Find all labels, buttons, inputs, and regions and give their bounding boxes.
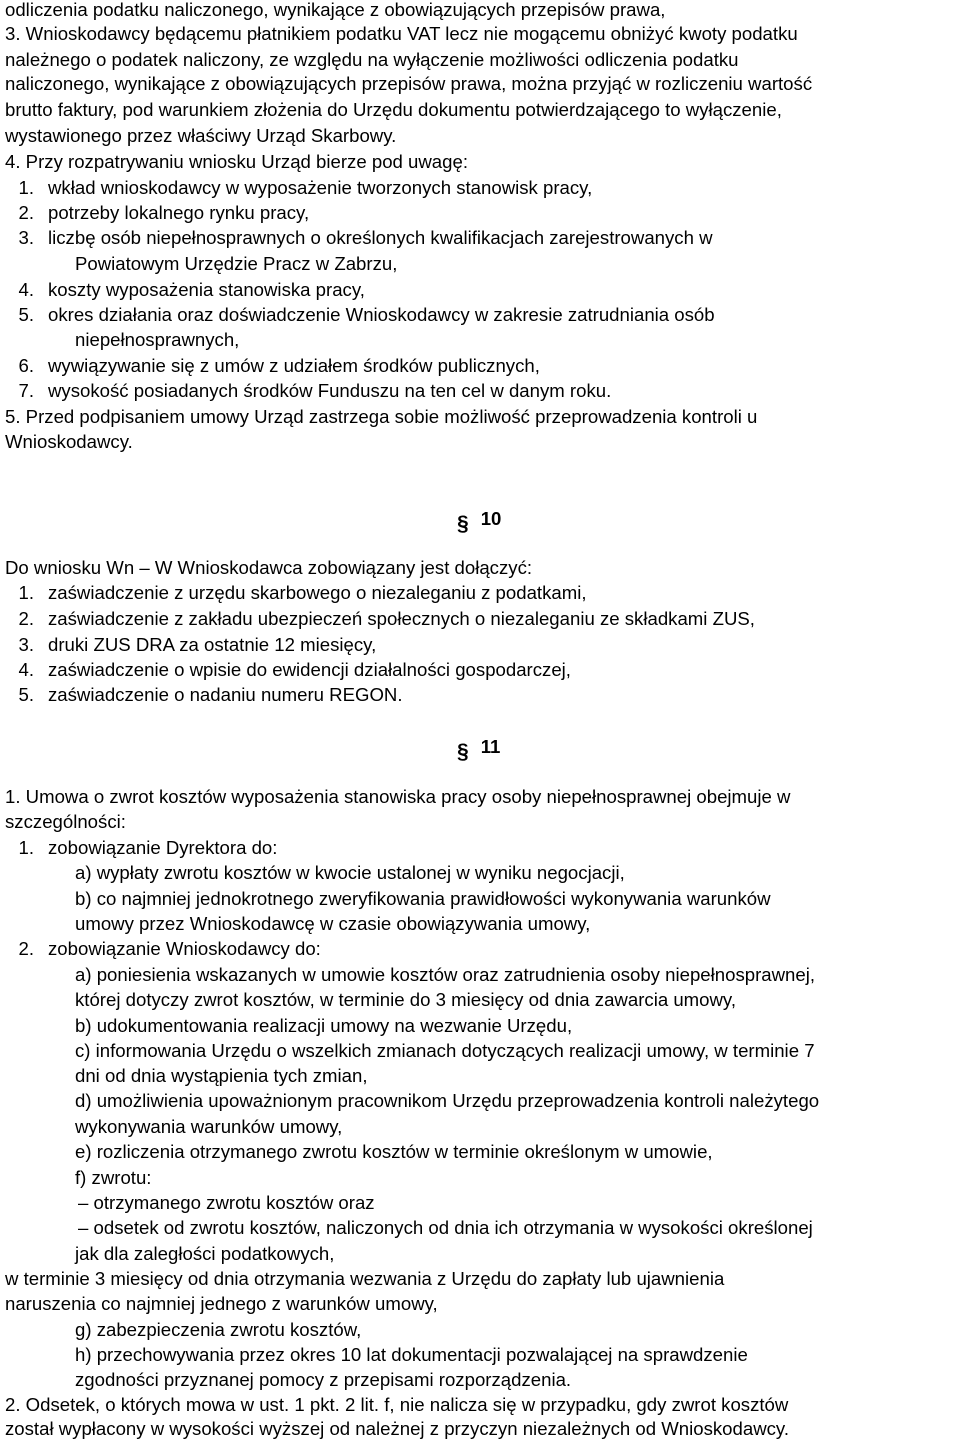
text-line: 3. Wnioskodawcy będącemu płatnikiem podatku VAT lecz nie mogącemu obniżyć kwoty podatku [5,23,798,44]
text-line: brutto faktury, pod warunkiem złożenia do Urzędu dokumentu potwierdzającego to wyłączenie, [5,99,782,120]
list-item [0,937,321,961]
sub-item: h) przechowywania przez okres 10 lat dokumentacji pozwalającej na sprawdzenie [75,1344,748,1365]
sub-item-cont: wykonywania warunków umowy, [75,1116,343,1137]
list-text: potrzeby lokalnego rynku pracy, [48,202,310,223]
list-item [0,303,715,327]
list-item [0,836,277,860]
list-text: zaświadczenie o wpisie do ewidencji działalności gospodarczej, [48,659,571,680]
section-intro: Do wniosku Wn – W Wnioskodawca zobowiązany jest dołączyć: [5,557,533,578]
paragraph-sign-icon: § [457,740,469,763]
text-line: w terminie 3 miesięcy od dnia otrzymania wezwania z Urzędu do zapłaty lub ujawnienia [5,1268,725,1289]
list-number: 4. [18,659,34,680]
text-line: należnego o podatek naliczony, ze względu na wyłączenie możliwości odliczenia podatku [5,49,739,70]
list-number: 1. [18,177,34,198]
section-number: 10 [480,508,502,529]
sub-item-cont: zgodności przyznanej pomocy z przepisami rozporządzenia. [75,1369,572,1390]
list-item [0,607,755,631]
list-item [0,379,611,403]
list-number: 4. [18,279,34,300]
list-number: 5. [18,684,34,705]
sub-item: f) zwrotu: [75,1167,152,1188]
list-text: wysokość posiadanych środków Funduszu na ten cel w danym roku. [48,380,612,401]
paragraph-sign-icon: § [457,512,469,535]
dash-item: – otrzymanego zwrotu kosztów oraz [78,1192,375,1213]
list-number: 1. [18,837,34,858]
list-text: druki ZUS DRA za ostatnie 12 miesięcy, [48,634,377,655]
sub-item: a) wypłaty zwrotu kosztów w kwocie ustalonej w wyniku negocjacji, [75,862,625,883]
sub-item: b) udokumentowania realizacji umowy na wezwanie Urzędu, [75,1015,573,1036]
text-line: Wnioskodawcy. [5,431,133,452]
list-number: 6. [18,355,34,376]
sub-item: b) co najmniej jednokrotnego zweryfikowania prawidłowości wykonywania warunków [75,888,771,909]
list-number: 1. [18,582,34,603]
list-number: 2. [18,938,34,959]
list-number: 7. [18,380,34,401]
list-text: zobowiązanie Dyrektora do: [48,837,278,858]
list-text: liczbę osób niepełnosprawnych o określonych kwalifikacjach zarejestrowanych w [48,227,713,248]
list-text: okres działania oraz doświadczenie Wnioskodawcy w zakresie zatrudniania osób [48,304,715,325]
text-line: 2. Odsetek, o których mowa w ust. 1 pkt. 2 lit. f, nie nalicza się w przypadku, gdy zwrot kosztów [5,1394,789,1415]
list-item [0,354,540,378]
sub-item: g) zabezpieczenia zwrotu kosztów, [75,1319,362,1340]
list-item [0,683,403,707]
list-item [0,633,376,657]
sub-item: a) poniesienia wskazanych w umowie kosztów oraz zatrudnienia osoby niepełnosprawnej, [75,964,816,985]
text-line: szczególności: [5,811,126,832]
list-number: 2. [18,608,34,629]
sub-item: d) umożliwienia upoważnionym pracownikom Urzędu przeprowadzenia kontroli należytego [75,1090,820,1111]
list-item [0,278,365,302]
sub-item: c) informowania Urzędu o wszelkich zmianach dotyczących realizacji umowy, w terminie 7 [75,1040,815,1061]
list-item [0,201,309,225]
list-text: zaświadczenie z urzędu skarbowego o niezaleganiu z podatkami, [48,582,587,603]
sub-item-cont: dni od dnia wystąpienia tych zmian, [75,1065,368,1086]
text-line: naliczonego, wynikające z obowiązujących przepisów prawa, można przyjąć w rozliczeniu wartość [5,73,813,94]
dash-item: – odsetek od zwrotu kosztów, naliczonych od dnia ich otrzymania w wysokości określonej [78,1217,813,1238]
list-item [0,658,571,682]
list-text: zaświadczenie o nadaniu numeru REGON. [48,684,403,705]
text-line: 1. Umowa o zwrot kosztów wyposażenia stanowiska pracy osoby niepełnosprawnej obejmuje w [5,786,791,807]
text-line: 5. Przed podpisaniem umowy Urząd zastrzega sobie możliwość przeprowadzenia kontroli u [5,406,758,427]
list-text: wywiązywanie się z umów z udziałem środków publicznych, [48,355,540,376]
list-item [0,226,713,250]
list-item [0,581,587,605]
text-line: wystawionego przez właściwy Urząd Skarbowy. [5,125,397,146]
section-heading [457,735,501,763]
paragraph-heading: 4. Przy rozpatrywaniu wniosku Urząd bierze pod uwagę: [5,151,469,172]
list-text: zaświadczenie z zakładu ubezpieczeń społecznych o niezaleganiu ze składkami ZUS, [48,608,755,629]
list-text: zobowiązanie Wnioskodawcy do: [48,938,321,959]
text-line: odliczenia podatku naliczonego, wynikające z obowiązujących przepisów prawa, [5,0,666,20]
list-text: wkład wnioskodawcy w wyposażenie tworzonych stanowisk pracy, [48,177,593,198]
dash-item-cont: jak dla zaległości podatkowych, [75,1243,335,1264]
list-number: 5. [18,304,34,325]
list-text: koszty wyposażenia stanowiska pracy, [48,279,365,300]
list-item [0,176,592,200]
list-number: 3. [18,227,34,248]
sub-item-cont: której dotyczy zwrot kosztów, w terminie do 3 miesięcy od dnia zawarcia umowy, [75,989,737,1010]
section-heading [457,507,502,535]
sub-item-cont: umowy przez Wnioskodawcę w czasie obowiązywania umowy, [75,913,591,934]
list-text-cont: Powiatowym Urzędzie Pracz w Zabrzu, [75,253,398,274]
list-number: 3. [18,634,34,655]
text-line: został wypłacony w wysokości wyższej od należnej z przyczyn niezależnych od Wnioskodawcy. [5,1418,790,1439]
section-number: 11 [480,736,501,757]
list-text-cont: niepełnosprawnych, [75,329,240,350]
sub-item: e) rozliczenia otrzymanego zwrotu kosztów w terminie określonym w umowie, [75,1141,713,1162]
text-line: naruszenia co najmniej jednego z warunków umowy, [5,1293,438,1314]
list-number: 2. [18,202,34,223]
